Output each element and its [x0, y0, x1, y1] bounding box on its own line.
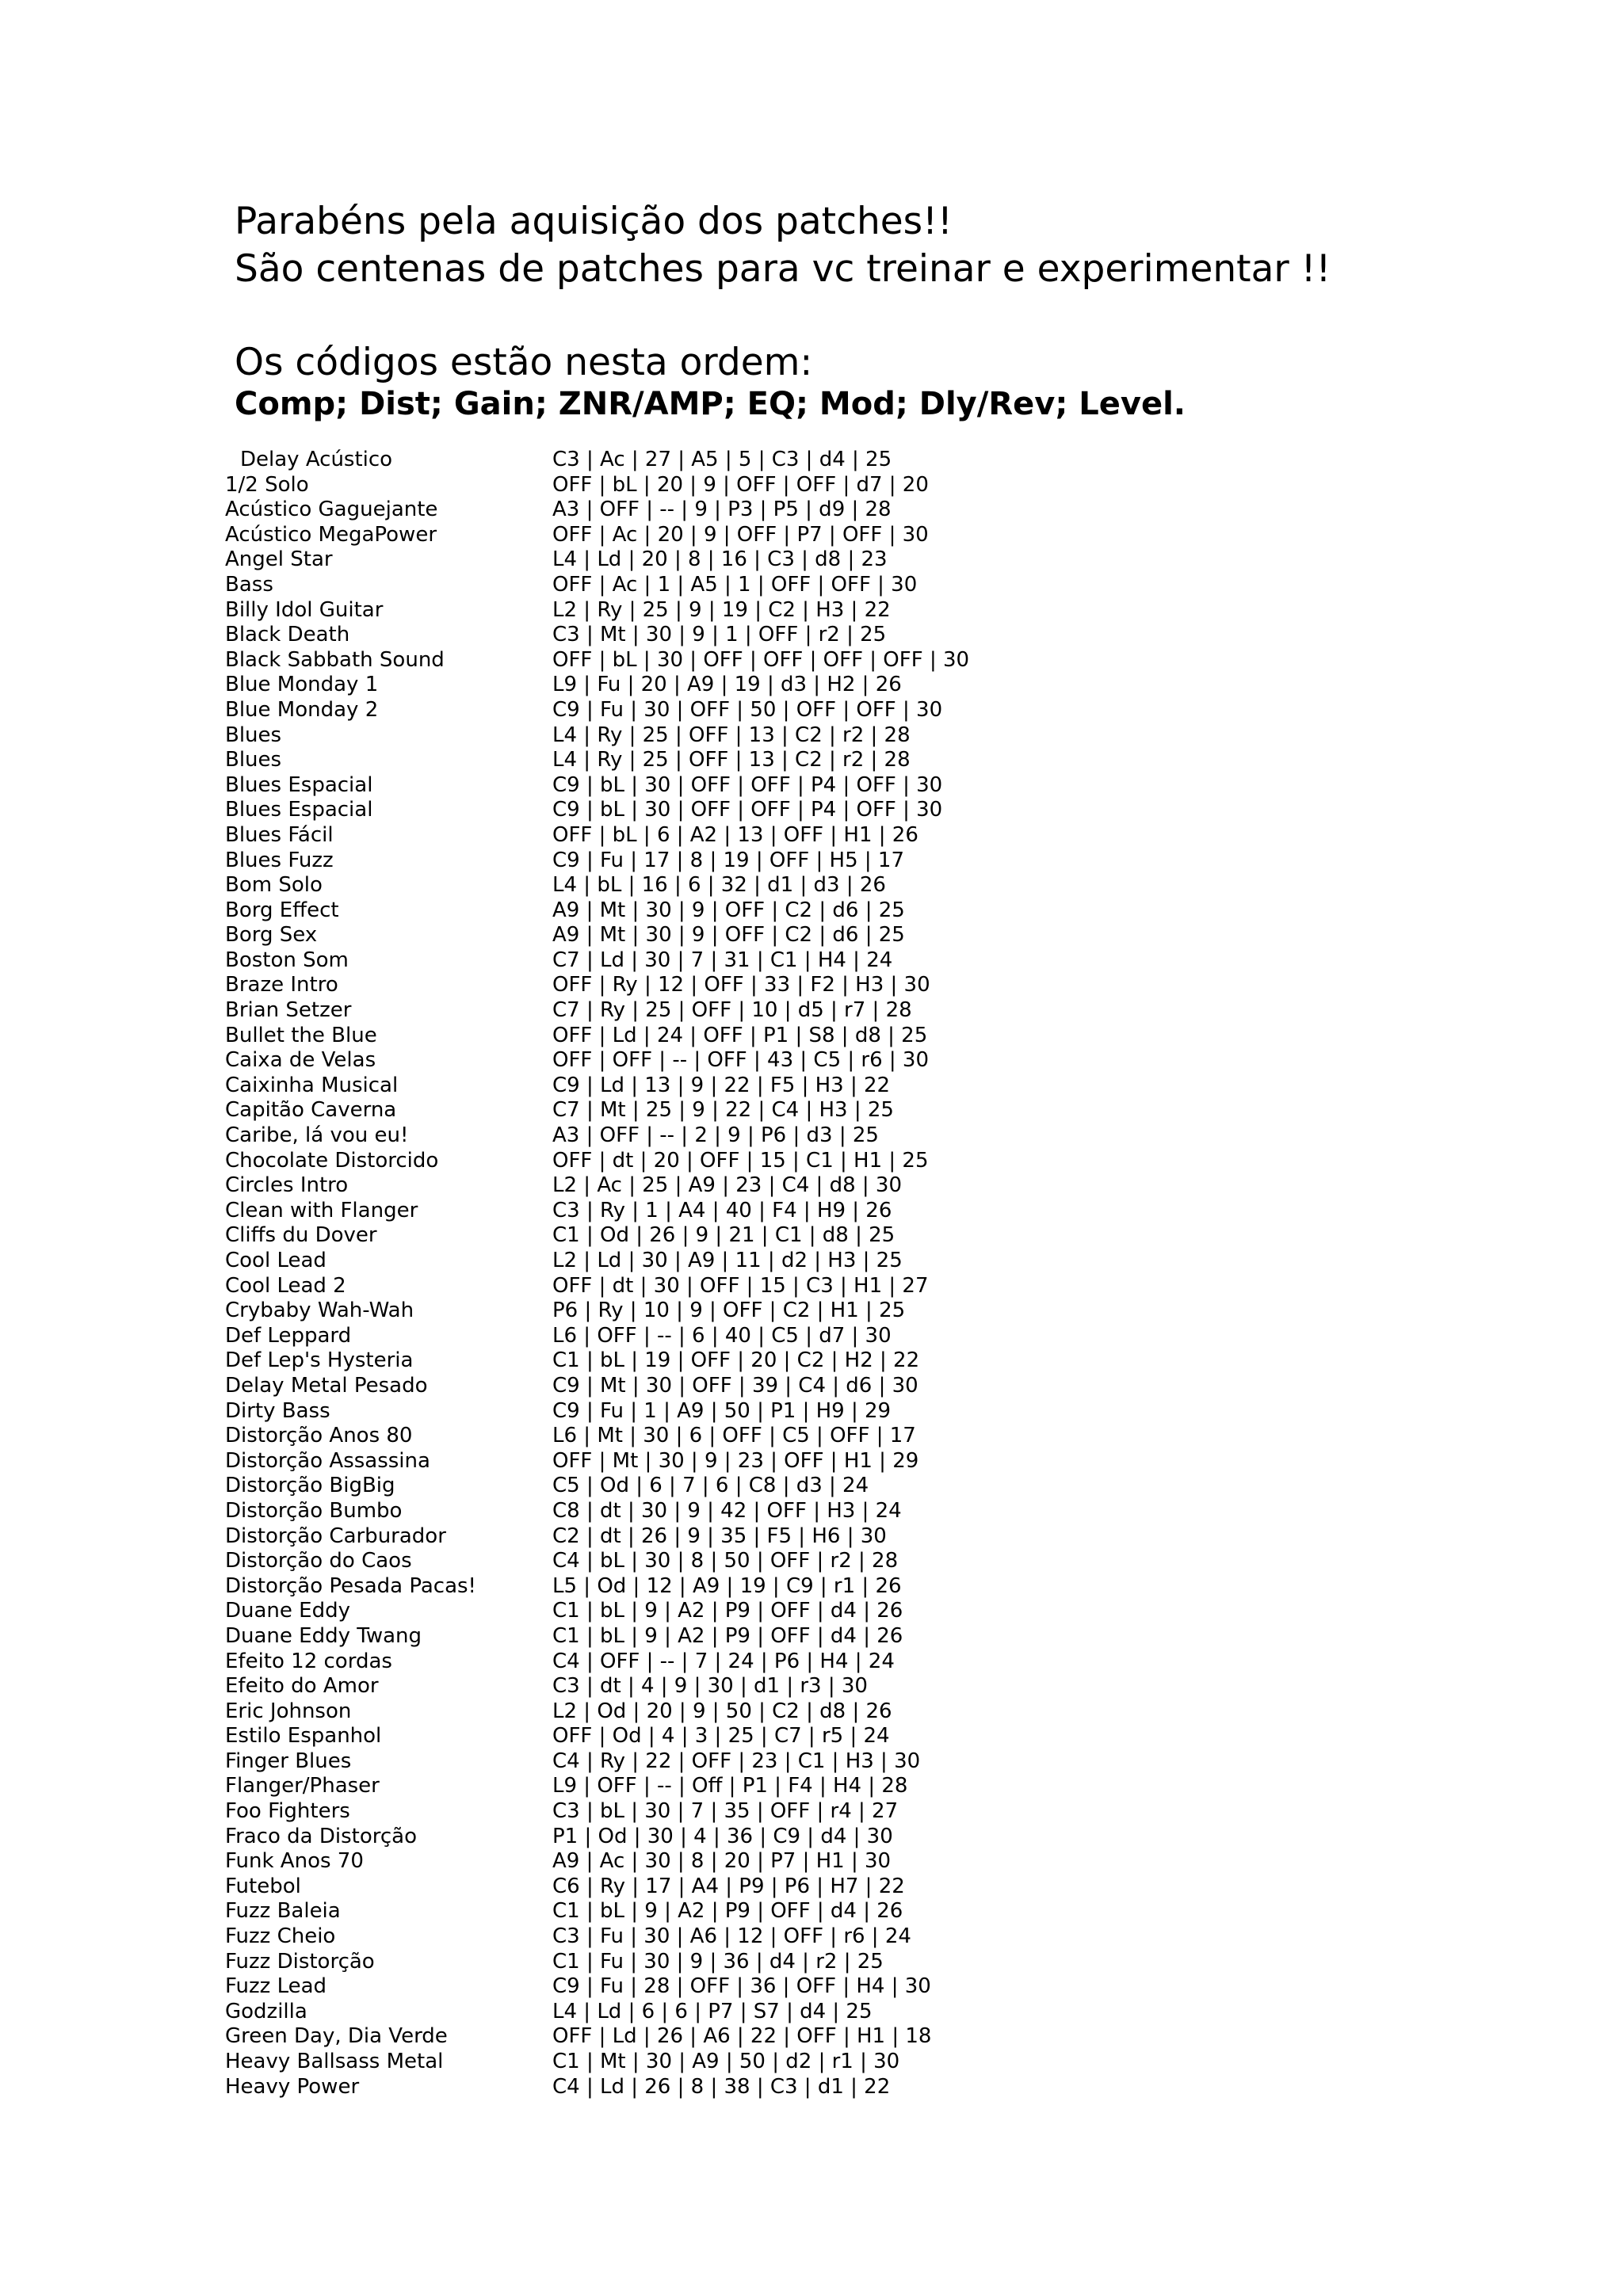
patch-row [225, 473, 1107, 498]
patch-row [225, 448, 1107, 473]
patch-code: C1 | bL | 9 | A2 | P9 | OFF | d4 | 26 [552, 1599, 903, 1623]
patch-code: A9 | Mt | 30 | 9 | OFF | C2 | d6 | 25 [552, 898, 905, 922]
patch-code: C9 | Fu | 28 | OFF | 36 | OFF | H4 | 30 [552, 1974, 931, 1999]
patch-code: C3 | Fu | 30 | A6 | 12 | OFF | r6 | 24 [552, 1924, 911, 1949]
patch-row [225, 948, 1107, 974]
patch-row [225, 1624, 1107, 1650]
patch-row [225, 648, 1107, 673]
patch-code: C5 | Od | 6 | 7 | 6 | C8 | d3 | 24 [552, 1474, 869, 1498]
patch-name: Blues Fácil [225, 822, 334, 847]
patch-row [225, 1950, 1107, 1975]
patch-code: OFF | bL | 6 | A2 | 13 | OFF | H1 | 26 [552, 822, 918, 847]
patch-code: C7 | Mt | 25 | 9 | 22 | C4 | H3 | 25 [552, 1098, 894, 1123]
patch-code: L6 | Mt | 30 | 6 | OFF | C5 | OFF | 17 [552, 1424, 916, 1448]
patch-name: Delay Metal Pesado [225, 1373, 428, 1398]
patch-name: Caribe, lá vou eu! [225, 1123, 409, 1148]
patch-name: Caixa de Velas [225, 1048, 376, 1073]
patch-row [225, 1749, 1107, 1775]
patch-row [225, 998, 1107, 1024]
patch-row [225, 598, 1107, 624]
patch-row [225, 673, 1107, 698]
patch-row [225, 723, 1107, 749]
patch-row [225, 498, 1107, 523]
patch-code: L4 | Ry | 25 | OFF | 13 | C2 | r2 | 28 [552, 723, 911, 747]
patch-row [225, 748, 1107, 773]
patch-code: L5 | Od | 12 | A9 | 19 | C9 | r1 | 26 [552, 1573, 902, 1598]
patch-name: Funk Anos 70 [225, 1849, 364, 1874]
patch-code: C1 | Od | 26 | 9 | 21 | C1 | d8 | 25 [552, 1223, 896, 1248]
patch-row [225, 1374, 1107, 1399]
intro-line-2: São centenas de patches para vc treinar e experimentar !! [235, 247, 1331, 291]
patch-row [225, 1249, 1107, 1274]
patch-name: Fuzz Cheio [225, 1924, 336, 1949]
patch-name: Boston Som [225, 948, 349, 972]
patch-code: L2 | Ld | 30 | A9 | 11 | d2 | H3 | 25 [552, 1249, 903, 1272]
patch-code: C7 | Ld | 30 | 7 | 31 | C1 | H4 | 24 [552, 948, 893, 972]
patch-name: Black Death [225, 623, 350, 647]
patch-code: C8 | dt | 30 | 9 | 42 | OFF | H3 | 24 [552, 1498, 902, 1523]
patch-row [225, 1449, 1107, 1474]
patch-name: Delay Acústico [240, 448, 393, 471]
patch-name: Efeito do Amor [225, 1674, 379, 1699]
patch-code: OFF | Ac | 1 | A5 | 1 | OFF | OFF | 30 [552, 572, 918, 597]
patch-row [225, 1849, 1107, 1875]
patch-code: C6 | Ry | 17 | A4 | P9 | P6 | H7 | 22 [552, 1874, 905, 1898]
patch-name: Cool Lead 2 [225, 1273, 346, 1298]
patch-name: Fuzz Lead [225, 1974, 327, 1999]
patch-code: L4 | bL | 16 | 6 | 32 | d1 | d3 | 26 [552, 873, 886, 898]
patch-name: Distorção Pesada Pacas! [225, 1573, 476, 1598]
patch-name: Borg Effect [225, 898, 339, 922]
patch-row [225, 1875, 1107, 1900]
patch-row [225, 2000, 1107, 2025]
patch-name: Fuzz Baleia [225, 1899, 341, 1924]
patch-name: Bullet the Blue [225, 1023, 377, 1047]
patch-code: C9 | Mt | 30 | OFF | 39 | C4 | d6 | 30 [552, 1373, 918, 1398]
patch-code: OFF | Ld | 24 | OFF | P1 | S8 | d8 | 25 [552, 1023, 928, 1047]
patch-name: Fraco da Distorção [225, 1824, 417, 1848]
patch-row [225, 1699, 1107, 1725]
patch-code: OFF | Ry | 12 | OFF | 33 | F2 | H3 | 30 [552, 973, 930, 997]
patch-row [225, 1324, 1107, 1349]
patch-code: C1 | bL | 9 | A2 | P9 | OFF | d4 | 26 [552, 1899, 903, 1924]
patch-name: Foo Fighters [225, 1799, 350, 1824]
patch-row [225, 1674, 1107, 1699]
patch-row [225, 1348, 1107, 1374]
patch-code: L4 | Ry | 25 | OFF | 13 | C2 | r2 | 28 [552, 748, 911, 772]
patch-code: A3 | OFF | -- | 9 | P3 | P5 | d9 | 28 [552, 498, 892, 522]
patch-code: OFF | Ld | 26 | A6 | 22 | OFF | H1 | 18 [552, 2024, 932, 2049]
patch-row [225, 1199, 1107, 1224]
patch-code: C3 | dt | 4 | 9 | 30 | d1 | r3 | 30 [552, 1674, 868, 1699]
patch-row [225, 1599, 1107, 1624]
patch-row [225, 1924, 1107, 1950]
patch-row [225, 698, 1107, 723]
patch-code: C9 | bL | 30 | OFF | OFF | P4 | OFF | 30 [552, 772, 943, 797]
patch-code: C9 | Ld | 13 | 9 | 22 | F5 | H3 | 22 [552, 1073, 891, 1097]
patch-name: Bom Solo [225, 873, 323, 898]
patch-name: Chocolate Distorcido [225, 1148, 439, 1173]
patch-row [225, 1474, 1107, 1499]
patch-row [225, 1499, 1107, 1524]
patch-name: Efeito 12 cordas [225, 1649, 392, 1673]
patch-row [225, 823, 1107, 849]
patch-name: Def Leppard [225, 1323, 352, 1348]
patch-code: C4 | bL | 30 | 8 | 50 | OFF | r2 | 28 [552, 1549, 899, 1573]
patch-name: Distorção do Caos [225, 1549, 412, 1573]
patch-row [225, 898, 1107, 924]
patch-row [225, 923, 1107, 948]
patch-row [225, 798, 1107, 823]
patch-row [225, 523, 1107, 548]
patch-code: C4 | OFF | -- | 7 | 24 | P6 | H4 | 24 [552, 1649, 895, 1673]
patch-row [225, 1274, 1107, 1299]
patch-name: Estilo Espanhol [225, 1724, 382, 1749]
patch-name: Green Day, Dia Verde [225, 2024, 448, 2049]
patch-row [225, 1774, 1107, 1799]
patch-code: C9 | Fu | 30 | OFF | 50 | OFF | OFF | 30 [552, 697, 943, 722]
patch-row [225, 1424, 1107, 1449]
patch-row [225, 1223, 1107, 1249]
patch-row [225, 1524, 1107, 1550]
patch-name: Flanger/Phaser [225, 1774, 380, 1798]
patch-row [225, 1574, 1107, 1600]
patch-code: C3 | Ry | 1 | A4 | 40 | F4 | H9 | 26 [552, 1198, 892, 1222]
patch-row [225, 873, 1107, 898]
patch-row [225, 623, 1107, 648]
patch-name: Capitão Caverna [225, 1098, 397, 1123]
patch-code: L2 | Od | 20 | 9 | 50 | C2 | d8 | 26 [552, 1699, 892, 1723]
patch-name: Black Sabbath Sound [225, 647, 445, 672]
patch-code: C7 | Ry | 25 | OFF | 10 | d5 | r7 | 28 [552, 998, 912, 1023]
patch-name: Godzilla [225, 1999, 307, 2023]
patch-row [225, 2024, 1107, 2050]
patch-name: Brian Setzer [225, 998, 352, 1023]
order-heading: Os códigos estão nesta ordem: [235, 341, 813, 384]
patch-row [225, 547, 1107, 573]
patch-name: Fuzz Distorção [225, 1949, 375, 1974]
patch-name: Cool Lead [225, 1249, 327, 1272]
patch-code: OFF | dt | 20 | OFF | 15 | C1 | H1 | 25 [552, 1148, 929, 1173]
patch-code: C3 | bL | 30 | 7 | 35 | OFF | r4 | 27 [552, 1799, 899, 1824]
patch-name: Blues [225, 748, 282, 772]
patch-name: Billy Idol Guitar [225, 597, 384, 622]
patch-name: Acústico MegaPower [225, 522, 437, 547]
patch-table [225, 448, 1107, 2100]
patch-code: C1 | bL | 19 | OFF | 20 | C2 | H2 | 22 [552, 1348, 920, 1373]
patch-code: OFF | Od | 4 | 3 | 25 | C7 | r5 | 24 [552, 1724, 890, 1749]
patch-code: L6 | OFF | -- | 6 | 40 | C5 | d7 | 30 [552, 1323, 892, 1348]
patch-row [225, 1825, 1107, 1850]
patch-name: Acústico Gaguejante [225, 498, 438, 522]
patch-rows [225, 448, 1107, 2100]
patch-row [225, 1024, 1107, 1049]
patch-row [225, 1399, 1107, 1425]
patch-code: OFF | Mt | 30 | 9 | 23 | OFF | H1 | 29 [552, 1448, 919, 1473]
patch-name: Angel Star [225, 547, 333, 572]
patch-name: Blues [225, 723, 282, 747]
patch-code: P1 | Od | 30 | 4 | 36 | C9 | d4 | 30 [552, 1824, 893, 1848]
patch-name: Blues Fuzz [225, 848, 334, 872]
patch-row [225, 1899, 1107, 1924]
patch-code: L9 | OFF | -- | Off | P1 | F4 | H4 | 28 [552, 1774, 908, 1798]
patch-code: C9 | bL | 30 | OFF | OFF | P4 | OFF | 30 [552, 798, 943, 822]
patch-name: Dirty Bass [225, 1398, 330, 1423]
patch-code: L4 | Ld | 20 | 8 | 16 | C3 | d8 | 23 [552, 547, 888, 572]
patch-row [225, 1299, 1107, 1324]
intro-text [235, 198, 1331, 293]
patch-name: Def Lep's Hysteria [225, 1348, 414, 1373]
patch-code: C9 | Fu | 1 | A9 | 50 | P1 | H9 | 29 [552, 1398, 892, 1423]
patch-code: A9 | Mt | 30 | 9 | OFF | C2 | d6 | 25 [552, 923, 905, 948]
patch-row [225, 2075, 1107, 2100]
patch-name: Heavy Ballsass Metal [225, 2050, 444, 2073]
patch-code: L9 | Fu | 20 | A9 | 19 | d3 | H2 | 26 [552, 673, 902, 697]
patch-code: L2 | Ry | 25 | 9 | 19 | C2 | H3 | 22 [552, 597, 891, 622]
patch-code: C9 | Fu | 17 | 8 | 19 | OFF | H5 | 17 [552, 848, 904, 872]
patch-code: OFF | Ac | 20 | 9 | OFF | P7 | OFF | 30 [552, 522, 929, 547]
patch-row [225, 1123, 1107, 1149]
patch-name: Braze Intro [225, 973, 338, 997]
patch-name: Distorção BigBig [225, 1474, 395, 1498]
patch-code: A9 | Ac | 30 | 8 | 20 | P7 | H1 | 30 [552, 1849, 892, 1874]
patch-name: Caixinha Musical [225, 1073, 399, 1097]
patch-row [225, 1549, 1107, 1574]
patch-name: 1/2 Solo [225, 472, 309, 497]
patch-code: C4 | Ry | 22 | OFF | 23 | C1 | H3 | 30 [552, 1749, 921, 1773]
patch-code: P6 | Ry | 10 | 9 | OFF | C2 | H1 | 25 [552, 1299, 906, 1323]
order-list: Comp; Dist; Gain; ZNR/AMP; EQ; Mod; Dly/Rev; Level. [235, 386, 1186, 422]
patch-name: Crybaby Wah-Wah [225, 1299, 414, 1323]
patch-name: Futebol [225, 1874, 301, 1898]
patch-code: C2 | dt | 26 | 9 | 35 | F5 | H6 | 30 [552, 1524, 887, 1548]
patch-row [225, 1173, 1107, 1199]
patch-name: Cliffs du Dover [225, 1223, 377, 1248]
patch-row [225, 773, 1107, 799]
patch-code: L2 | Ac | 25 | A9 | 23 | C4 | d8 | 30 [552, 1173, 902, 1198]
patch-row [225, 573, 1107, 598]
patch-row [225, 1724, 1107, 1749]
patch-row [225, 1074, 1107, 1099]
patch-code: C4 | Ld | 26 | 8 | 38 | C3 | d1 | 22 [552, 2074, 891, 2099]
patch-code: L4 | Ld | 6 | 6 | P7 | S7 | d4 | 25 [552, 1999, 873, 2023]
patch-name: Duane Eddy Twang [225, 1623, 422, 1648]
patch-name: Finger Blues [225, 1749, 352, 1773]
patch-row [225, 2050, 1107, 2075]
patch-code: C3 | Ac | 27 | A5 | 5 | C3 | d4 | 25 [552, 448, 892, 471]
patch-row [225, 1974, 1107, 2000]
patch-name: Blue Monday 2 [225, 697, 379, 722]
patch-code: C3 | Mt | 30 | 9 | 1 | OFF | r2 | 25 [552, 623, 887, 647]
patch-row [225, 849, 1107, 874]
patch-name: Distorção Assassina [225, 1448, 430, 1473]
patch-code: OFF | bL | 20 | 9 | OFF | OFF | d7 | 20 [552, 472, 929, 497]
patch-name: Blues Espacial [225, 798, 373, 822]
patch-row [225, 1098, 1107, 1123]
patch-code: A3 | OFF | -- | 2 | 9 | P6 | d3 | 25 [552, 1123, 879, 1148]
patch-code: OFF | OFF | -- | OFF | 43 | C5 | r6 | 30 [552, 1048, 930, 1073]
patch-row [225, 1799, 1107, 1825]
patch-name: Heavy Power [225, 2074, 360, 2099]
patch-row [225, 1048, 1107, 1074]
patch-name: Distorção Bumbo [225, 1498, 403, 1523]
patch-name: Distorção Anos 80 [225, 1424, 413, 1448]
patch-name: Eric Johnson [225, 1699, 352, 1723]
patch-code: C1 | Mt | 30 | A9 | 50 | d2 | r1 | 30 [552, 2050, 900, 2073]
intro-line-1: Parabéns pela aquisição dos patches!! [235, 200, 953, 243]
patch-row [225, 1650, 1107, 1675]
patch-name: Distorção Carburador [225, 1524, 446, 1548]
patch-name: Duane Eddy [225, 1599, 350, 1623]
patch-code: OFF | dt | 30 | OFF | 15 | C3 | H1 | 27 [552, 1273, 929, 1298]
patch-code: C1 | Fu | 30 | 9 | 36 | d4 | r2 | 25 [552, 1949, 884, 1974]
patch-row [225, 1149, 1107, 1174]
patch-row [225, 973, 1107, 998]
patch-code: C1 | bL | 9 | A2 | P9 | OFF | d4 | 26 [552, 1623, 903, 1648]
patch-name: Bass [225, 572, 273, 597]
patch-name: Clean with Flanger [225, 1198, 418, 1222]
patch-name: Blue Monday 1 [225, 673, 379, 697]
patch-name: Circles Intro [225, 1173, 349, 1198]
patch-code: OFF | bL | 30 | OFF | OFF | OFF | OFF | 30 [552, 647, 970, 672]
patch-name: Blues Espacial [225, 772, 373, 797]
patch-name: Borg Sex [225, 923, 318, 948]
